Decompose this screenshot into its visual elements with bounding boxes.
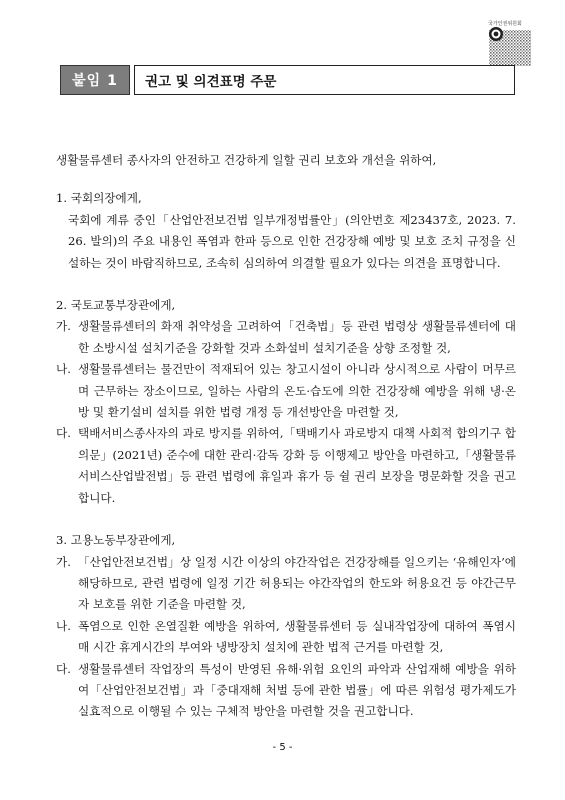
- item-marker: 나.: [56, 618, 71, 633]
- spacer: [56, 509, 516, 530]
- section-1-title: 1. 국회의장에게,: [56, 191, 142, 206]
- page-number: - 5 -: [272, 742, 293, 753]
- item-text: 생활물류센터의 화재 취약성을 고려하여「건축법」등 관련 법령상 생활물류센터에 대한 소방시설 설치기준을 강화할 것과 소화설비 설치기준을 상향 조정할 것,: [78, 319, 516, 355]
- item-text: 폭염으로 인한 온열질환 예방을 위하여, 생활물류센터 등 실내작업장에 대하여 폭염시 매 시간 휴게시간의 부여와 냉방장치 설치에 관한 법적 근거를 마련할 것,: [78, 618, 516, 655]
- header: [60, 65, 515, 97]
- list-item: [56, 359, 516, 423]
- item-marker: 다.: [56, 661, 71, 676]
- list-item: [56, 552, 516, 616]
- section-1-body: [56, 210, 516, 274]
- item-marker: 가.: [56, 319, 71, 334]
- list-item: [56, 423, 516, 509]
- item-marker: 나.: [56, 362, 71, 377]
- attachment-badge: 붙임 1: [60, 65, 130, 95]
- document-body: [56, 150, 516, 723]
- section-2-title: 2. 국토교통부장관에게,: [56, 298, 176, 313]
- item-text: 생활물류센터 작업장의 특성이 반영된 유해·위험 요인의 파악과 산업재해 예방을 위하여「산업안전보건법」과「중대재해 처벌 등에 관한 법률」에 따른 위험성 평가제도가 실효적으로 이행될 수 있는 구체적 방안을 마련할 것을 권고합니다.: [78, 661, 516, 719]
- spacer: [56, 274, 516, 295]
- item-marker: 가.: [56, 554, 71, 569]
- item-text: 「산업안전보건법」상 일정 시간 이상의 야간작업은 건강장해를 일으키는 ‘유해인자’에 해당하므로, 관련 법령에 일정 기간 허용되는 야간작업의 한도와 허용요건 등 야간근무자 보호를 위한 기준을 마련할 것,: [78, 554, 516, 612]
- list-item: [56, 659, 516, 723]
- page-title: 권고 및 의견표명 주문: [134, 65, 515, 95]
- section-1-text: 국회에 계류 중인「산업안전보건법 일부개정법률안」(의안번호 제23437호, 2023. 7. 26. 발의)의 주요 내용인 폭염과 한파 등으로 인한 건강장해 예방 및 보호 조치 규정을 신설하는 것이 바람직하므로, 조속히 심의하여 의결할 필요가 있다는 의견을 표명합니다.: [68, 212, 516, 270]
- item-text: 생활물류센터는 물건만이 적재되어 있는 창고시설이 아니라 상시적으로 사람이 머무르며 근무하는 장소이므로, 일하는 사람의 온도·습도에 의한 건강장해 예방을 위해 냉·온방 및 환기설비 설치를 위한 법령 개정 등 개선방안을 마련할 것,: [78, 362, 516, 420]
- list-item: [56, 616, 516, 659]
- intro-paragraph: 생활물류센터 종사자의 안전하고 건강하게 일할 권리 보호와 개선을 위하여,: [56, 153, 437, 167]
- section-3-title: 3. 고용노동부장관에게,: [56, 533, 176, 548]
- item-marker: 다.: [56, 426, 71, 441]
- nhrck-logo-icon: [487, 22, 533, 68]
- item-text: 택배서비스종사자의 과로 방지를 위하여,「택배기사 과로방지 대책 사회적 합의기구 합의문」(2021년) 준수에 대한 관리·감독 강화 등 이행제고 방안을 마련하고,「생활물류서비스산업발전법」등 관련 법령에 휴일과 휴가 등 쉴 권리 보장을 명문화할 것을 권고합니다.: [78, 426, 516, 505]
- list-item: [56, 316, 516, 359]
- logo-label: 국가인권위원회: [488, 21, 522, 27]
